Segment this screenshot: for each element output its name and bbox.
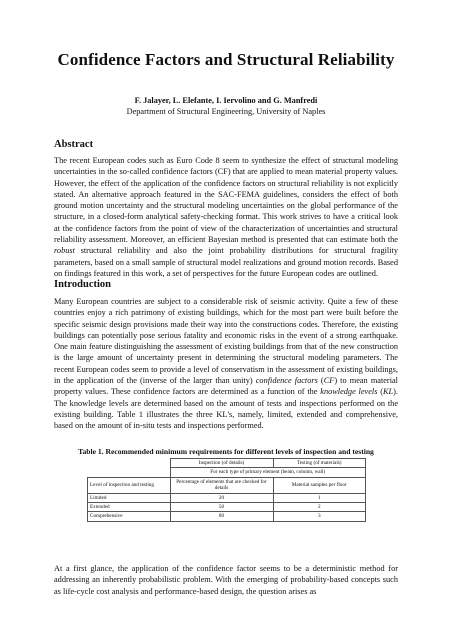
- table-cell-level: Comprehensive: [88, 512, 171, 521]
- table-col-level: Level of inspection and testing: [88, 477, 171, 493]
- abstract-text: The recent European codes such as Euro Code 8 seem to synthesize the effect of structural modeling uncertainties in the so-called confidence factors (CF) that are applied to mean material property values. However, the effect of the application of the confidence factors on structural reliability is not explicitly stated. An alternative approach featured in the SAC-FEMA guidelines, considers the effect of both ground motion uncertainty and the structural modeling uncertainties on the global performance of the structure, in a closed-form analytical safety-checking format. This work strives to have a critical look at the confidence factors from the point of view of the characterization of uncertainties and structural reliability assessment. Moreover, an efficient Bayesian method is presented that can estimate both the robust structural reliability and also the joint probability distributions for structural fragility parameters, based on a small sample of structural model realizations and ground motion records. Based on findings featured in this work, a set of perspectives for the future European codes are outlined.: [54, 156, 398, 278]
- table-cell-level: Extended: [88, 503, 171, 512]
- introduction-heading: Introduction: [54, 279, 111, 290]
- table-row: [88, 493, 366, 502]
- abstract-heading: Abstract: [54, 139, 94, 150]
- table-row: [88, 503, 366, 512]
- table-column-header-row: [88, 477, 366, 493]
- table-span-header: For each type of primary element (beam, column, wall): [170, 468, 366, 477]
- requirements-table: [87, 458, 366, 522]
- table-span-header-row: [88, 468, 366, 477]
- table-cell-samples: 1: [273, 493, 366, 502]
- table-blank-cell: [88, 459, 171, 468]
- table-cell-percent: 80: [170, 512, 273, 521]
- table-header-testing: Testing (of materials): [273, 459, 366, 468]
- table-row: [88, 512, 366, 521]
- table-group-header-row: [88, 459, 366, 468]
- table-cell-level: Limited: [88, 493, 171, 502]
- authors: F. Jalayer, L. Elefante, I. Iervolino and G. Manfredi: [134, 96, 318, 105]
- table-cell-samples: 3: [273, 512, 366, 521]
- table-caption: Table 1. Recommended minimum requirements for different levels of inspection and testing: [78, 447, 374, 456]
- table-cell-percent: 50: [170, 503, 273, 512]
- introduction-text: Many European countries are subject to a considerable risk of seismic activity. Quite a few of these countries enjoy a rich patrimony of existing buildings, which for the most part were built before the specific seismic design provisions made their way into the constructions codes. Therefore, the existing buildings can potentially pose serious fatality and economic risks in the event of a strong earthquake. One main feature distinguishing the assessment of existing buildings from that of the new construction is the large amount of uncertainty present in determining the structural modeling parameters. The recent European codes seem to provide a level of conservatism in the assessment of existing buildings, in the application of the (inverse of the larger than unity) confidence factors (CF) to mean material property values. These confidence factors are determined as a function of the knowledge levels (KL). The knowledge levels are determined based on the amount of tests and inspections performed on the existing building. Table 1 illustrates the three KL's, namely, limited, extended and comprehensive, based on the amount of in-situ tests and inspections performed.: [54, 297, 398, 431]
- closing-text: At a first glance, the application of the confidence factor seems to be a deterministic method for addressing an inherently probabilistic problem. With the emerging of probability-based concepts such as life-cycle cost analysis and performance-based design, the question arises as: [54, 564, 398, 596]
- table-col-samples: Material samples per floor: [273, 477, 366, 493]
- table-col-percent: Percentage of elements that are checked for details: [170, 477, 273, 493]
- table-blank-cell: [88, 468, 171, 477]
- table-cell-percent: 20: [170, 493, 273, 502]
- table-header-inspection: Inspection (of details): [170, 459, 273, 468]
- paper-title: Confidence Factors and Structural Reliability: [57, 50, 395, 69]
- table-cell-samples: 2: [273, 503, 366, 512]
- affiliation: Department of Structural Engineering, University of Naples: [126, 107, 326, 116]
